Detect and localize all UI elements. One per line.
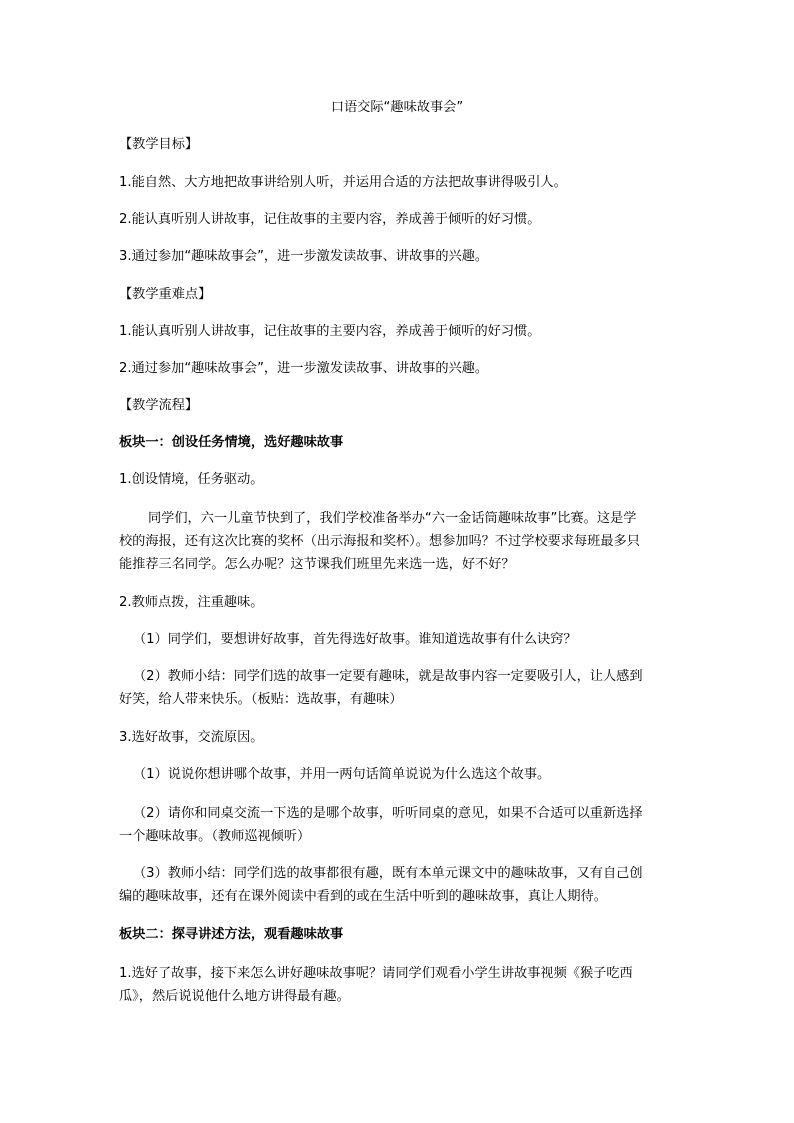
step3-title: 3.选好故事，交流原因。 (119, 730, 264, 745)
step2-item-2-line-2: 好笑，给人带来快乐。（板贴：选故事，有趣味） (119, 692, 403, 707)
keypoint-item-2: 2.通过参加“趣味故事会”，进一步激发读故事、讲故事的兴趣。 (119, 361, 489, 376)
step3-item-3-line-1: （3）教师小结：同学们选的故事都很有趣，既有本单元课文中的趣味故事，又有自己创 (133, 866, 643, 881)
step3-item-2-line-1: （2）请你和同桌交流一下选的是哪个故事，听听同桌的意见，如果不合适可以重新选择 (133, 806, 643, 821)
goal-item-1: 1.能自然、大方地把故事讲给别人听，并运用合适的方法把故事讲得吸引人。 (119, 175, 567, 190)
step2-item-1: （1）同学们，要想讲好故事，首先得选好故事。谁知道选故事有什么诀窍？ (133, 632, 577, 647)
section-heading-goals: 【教学目标】 (119, 137, 199, 152)
keypoint-item-1: 1.能认真听别人讲故事，记住故事的主要内容，养成善于倾听的好习惯。 (119, 324, 541, 339)
step1-title: 1.创设情境，任务驱动。 (119, 472, 264, 487)
step1-para-line-2: 校的海报，还有这次比赛的奖杯（出示海报和奖杯）。想参加吗？不过学校要求每班最多只 (119, 534, 640, 549)
page-title: 口语交际“趣味故事会” (330, 100, 464, 115)
step2-title: 2.教师点拨，注重趣味。 (119, 595, 264, 610)
step1-para-line-1: 同学们，六一儿童节快到了，我们学校准备举办“六一金话筒趣味故事”比赛。这是学 (148, 511, 637, 526)
block2-heading: 板块二：探寻讲述方法，观看趣味故事 (119, 927, 344, 942)
goal-item-2: 2.能认真听别人讲故事，记住故事的主要内容，养成善于倾听的好习惯。 (119, 212, 541, 227)
step2-item-2-line-1: （2）教师小结：同学们选的故事一定要有趣味，就是故事内容一定要吸引人，让人感到 (133, 669, 643, 684)
block2-step1-line-1: 1.选好了故事，接下来怎么讲好趣味故事呢？请同学们观看小学生讲故事视频《猴子吃西 (119, 966, 633, 981)
step3-item-1: （1）说说你想讲哪个故事，并用一两句话简单说说为什么选这个故事。 (133, 767, 551, 782)
step3-item-2-line-2: 一个趣味故事。（教师巡视倾听） (119, 829, 311, 844)
block2-step1-line-2: 瓜》，然后说说他什么地方讲得最有趣。 (119, 989, 350, 1004)
goal-item-3: 3.通过参加“趣味故事会”，进一步激发读故事、讲故事的兴趣。 (119, 249, 489, 264)
step3-item-3-line-2: 编的趣味故事，还有在课外阅读中看到的或在生活中听到的趣味故事，真让人期待。 (119, 889, 607, 904)
section-heading-keypoints: 【教学重难点】 (119, 287, 212, 302)
section-heading-process: 【教学流程】 (119, 398, 199, 413)
step1-para-line-3: 能推荐三名同学。怎么办呢？这节课我们班里先来选一选，好不好？ (119, 557, 515, 572)
block1-heading: 板块一：创设任务情境，选好趣味故事 (119, 435, 344, 450)
